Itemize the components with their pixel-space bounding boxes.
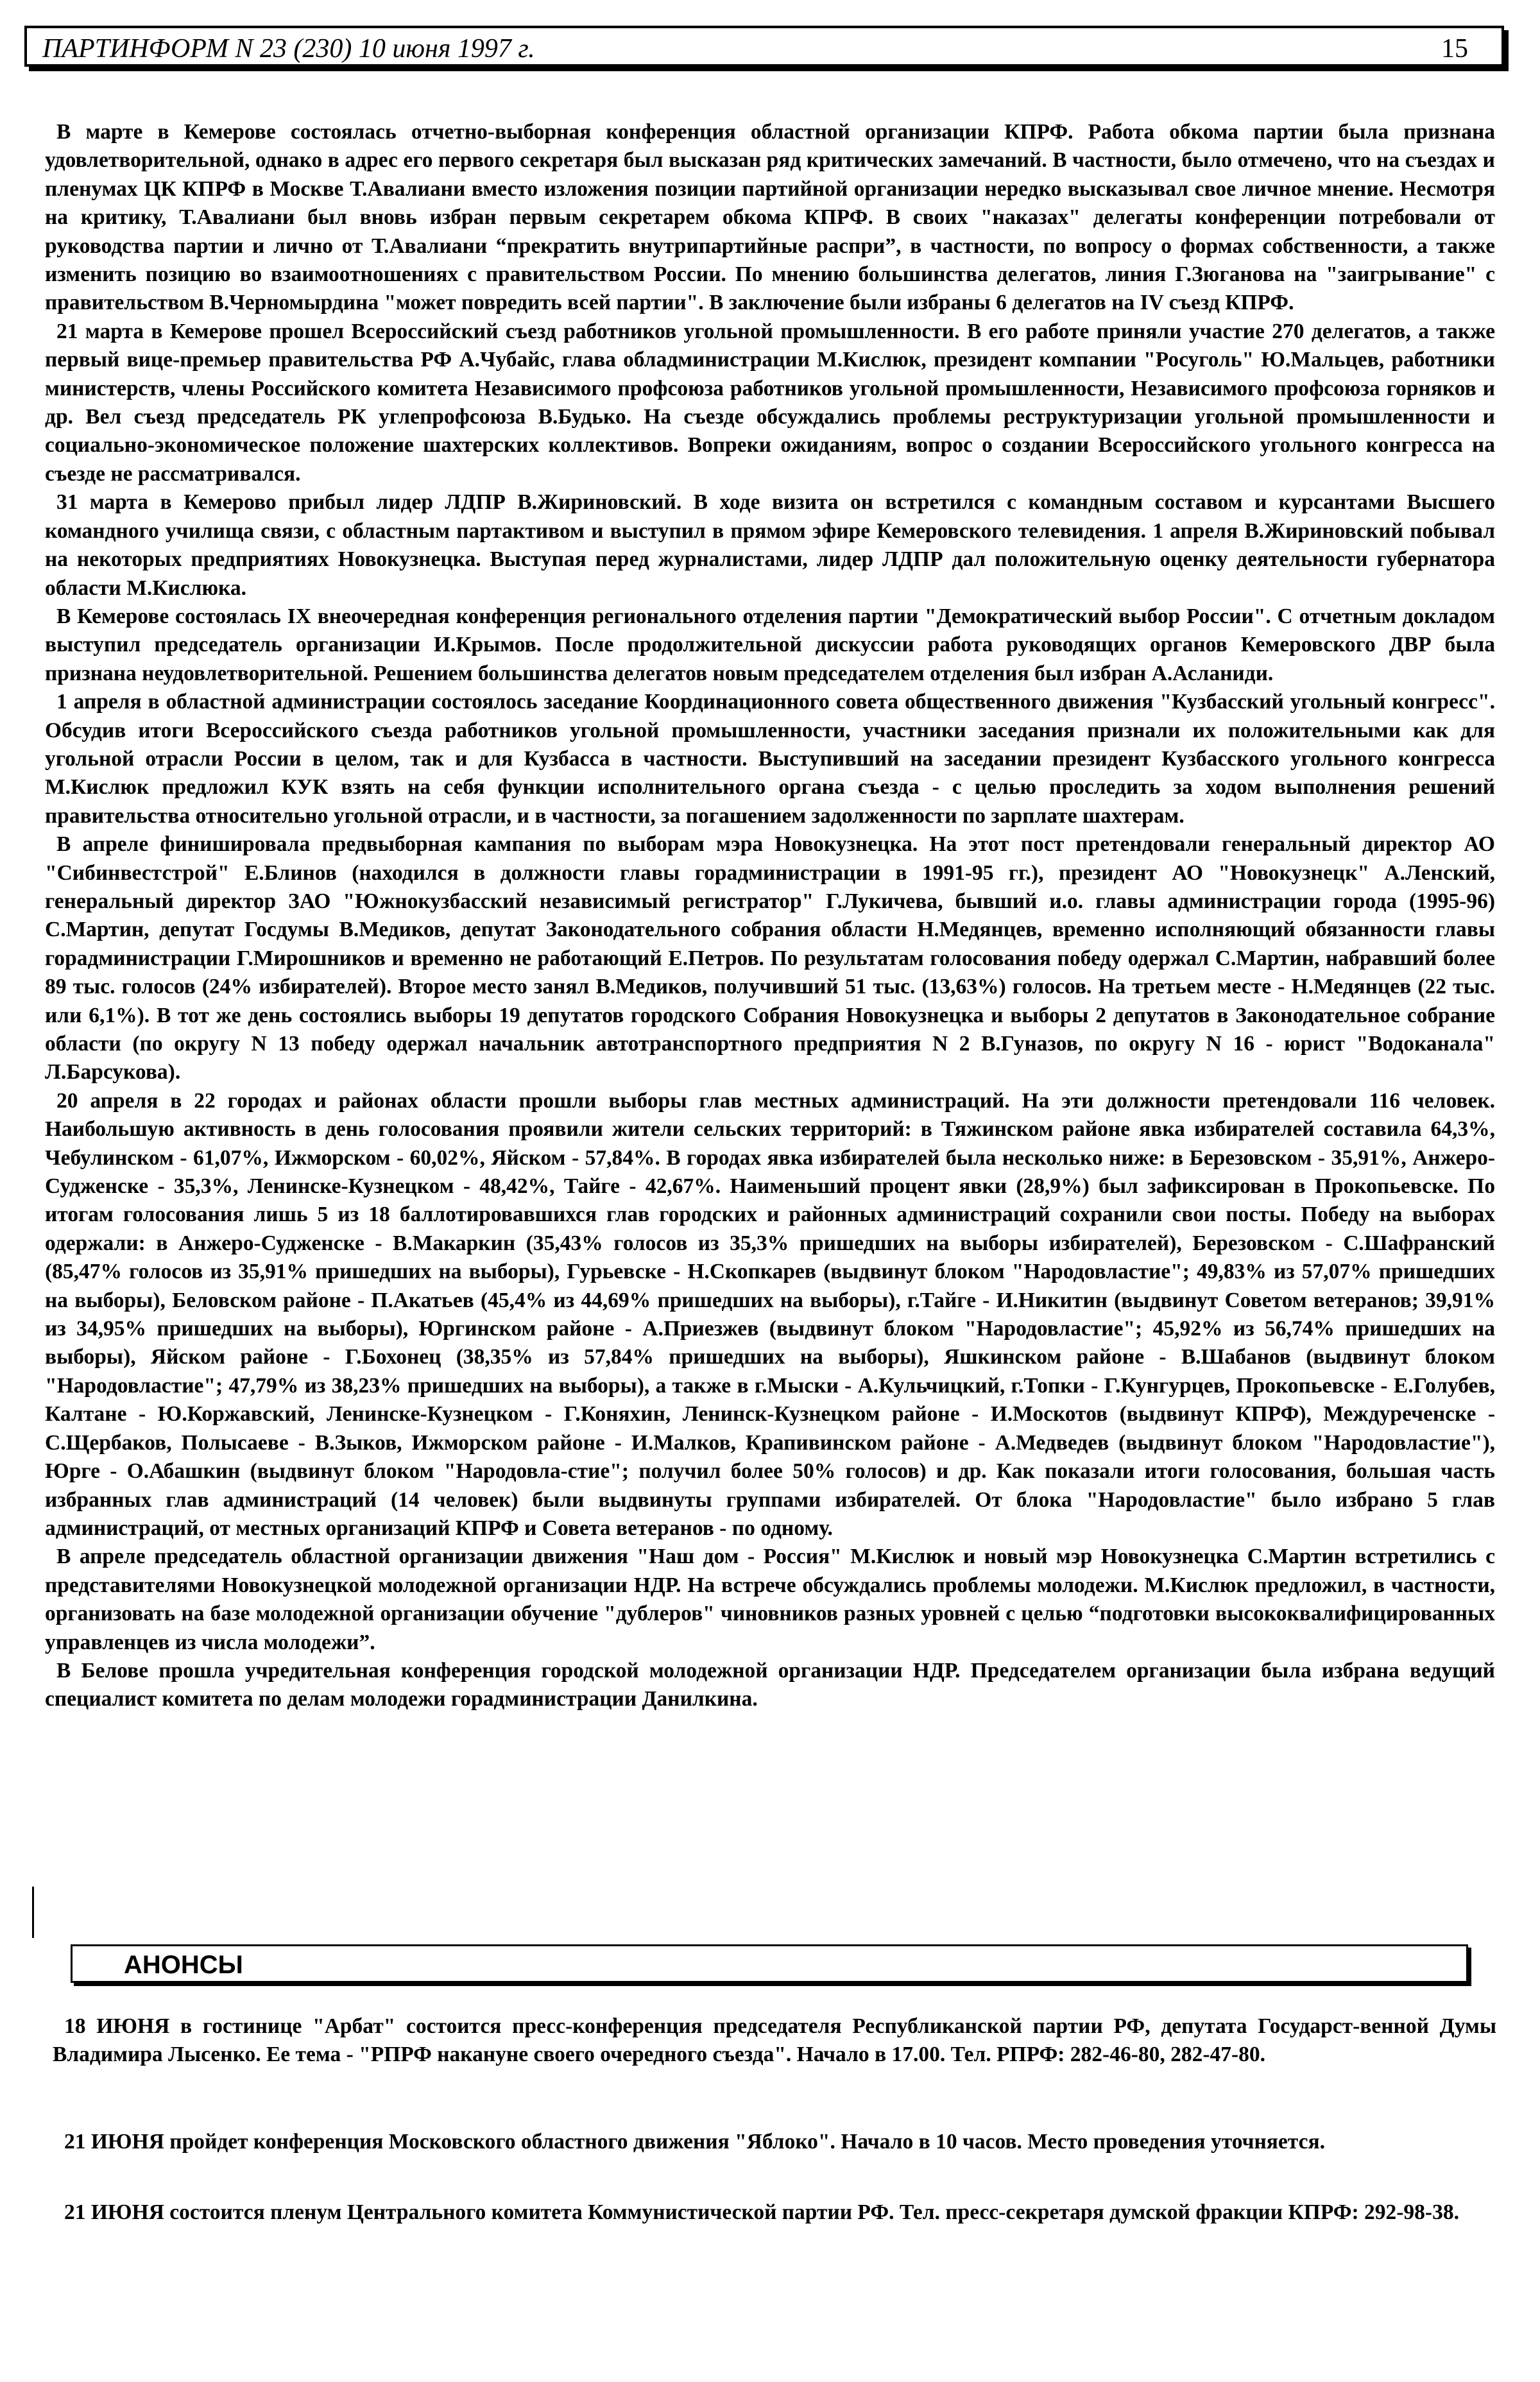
paragraph: В марте в Кемерове состоялась отчетно-выборная конференция областной организации КПРФ. Работа обкома партии была признана удовлетворительной, однако в адрес его первого секретаря был высказан ряд критических замечаний. В частности, было отмечено, что на съездах и пленумах ЦК КПРФ в Москве Т.Авалиани вместо изложения позиции партийной организации нередко высказывал свое личное мнение. Несмотря на критику, Т.Авалиани был вновь избран первым секретарем обкома КПРФ. В своих "наказах" делегаты конференции потребовали от руководства партии и лично от Т.Авалиани “прекратить внутрипартийные распри”, в частности, по вопросу о формах собственности, а также изменить позицию во взаимоотношениях с правительством России. По мнению большинства делегатов, линия Г.Зюганова на "заигрывание" с правительством В.Черномырдина "может повредить всей партии". В заключение были избраны 6 делегатов на IV съезд КПРФ. — [45, 120, 1495, 315]
section-header — [71, 1944, 1468, 1983]
paragraph: 20 апреля в 22 городах и районах области прошли выборы глав местных администраций. На эти должности претендовали 116 человек. Наибольшую активность в день голосования проявили жители сельских территорий: в Тяжинском районе явка избирателей составила 64,3%, Чебулинском - 61,07%, Ижморском - 60,02%, Яйском - 57,84%. В городах явка избирателей была несколько ниже: в Березовском - 35,91%, Анжеро-Судженске - 35,3%, Ленинске-Кузнецком - 48,42%, Тайге - 42,67%. Наименьший процент явки (28,9%) был зафиксирован в Прокопьевске. По итогам голосования лишь 5 из 18 баллотировавшихся глав городских и районных администраций сохранили свои посты. Победу на выборах одержали: в Анжеро-Судженске - В.Макаркин (35,43% голосов из 35,3% пришедших на выборы избирателей), Березовском - С.Шафранский (85,47% голосов из 35,91% пришедших на выборы), Гурьевске - Н.Скопкарев (выдвинут блоком "Народовластие"; 49,83% из 57,07% пришедших на выборы), Беловском районе - П.Акатьев (45,4% из 44,69% пришедших на выборы), г.Тайге - И.Никитин (выдвинут Советом ветеранов; 39,91% из 34,95% пришедших на выборы), Юргинском районе - А.Приезжев (выдвинут блоком "Народовластие"; 45,92% из 56,74% пришедших на выборы), Яйском районе - Г.Бохонец (38,35% из 57,84% пришедших на выборы), Яшкинском районе - В.Шабанов (выдвинут блоком "Народовластие"; 47,79% из 38,23% пришедших на выборы), а также в г.Мыски - А.Кульчицкий, г.Топки - Г.Кунгурцев, Прокопьевске - Е.Голубев, Калтане - Ю.Коржавский, Ленинске-Кузнецком - Г.Коняхин, Ленинск-Кузнецком районе - И.Москотов (выдвинут КПРФ), Междуреченске - С.Щербаков, Полысаеве - В.Зыков, Ижморском районе - И.Малков, Крапивинском районе - А.Медведев (выдвинут блоком "Народовластие"), Юрге - О.Абашкин (выдвинут блоком "Народовла-стие"; получил более 50% голосов) и др. Как показали итоги голосования, большая часть избранных глав администраций (14 человек) были выдвинуты группами избирателей. От блока "Народовластие" было избрано 5 глав администраций, от местных организаций КПРФ и Совета ветеранов - по одному. — [45, 1088, 1495, 1540]
paragraph: В апреле финишировала предвыборная кампания по выборам мэра Новокузнецка. На этот пост претендовали генеральный директор АО "Сибинвестстрой" Е.Блинов (находился в должности главы горадминистрации в 1991-95 гг.), президент АО "Новокузнецк" А.Ленский, генеральный директор ЗАО "Южнокузбасский независимый регистратор" Г.Лукичева, бывший и.о. главы администрации города (1995-96) С.Мартин, депутат Госдумы В.Медиков, депутат Законодательного собрания области Н.Медянцев, временно исполняющий обязанности главы горадминистрации Г.Мирошников и временно не работающий Е.Петров. По результатам голосования победу одержал С.Мартин, набравший более 89 тыс. голосов (24% избирателей). Второе место занял В.Медиков, получивший 51 тыс. (13,63%) голосов. На третьем месте - Н.Медянцев (22 тыс. или 6,1%). В тот же день состоялись выборы 19 депутатов городского Собрания Новокузнецка и выборы 2 депутатов в Законодательное собрание области (по округу N 13 победу одержал начальник автотранспортного предприятия N 2 В.Гуназов, по округу N 16 - юрист "Водоканала" Л.Барсукова). — [45, 832, 1495, 1084]
paragraph: 1 апреля в областной администрации состоялось заседание Координационного совета общественного движения "Кузбасский угольный конгресс". Обсудив итоги Всероссийского съезда работников угольной промышленности, участники заседания признали их положительными как для угольной отрасли России в целом, так и для Кузбасса в частности. Выступивший на заседании президент Кузбасского угольного конгресса М.Кислюк предложил КУК взять на себя функции исполнительного органа съезда - с целью проследить за ходом выполнения решений правительства относительно угольной отрасли, и в частности, за погашением задолженности по зарплате шахтерам. — [45, 690, 1495, 828]
paragraph: 21 марта в Кемерове прошел Всероссийский съезд работников угольной промышленности. В его работе приняли участие 270 делегатов, а также первый вице-премьер правительства РФ А.Чубайс, глава обладминистрации М.Кислюк, президент компании "Росуголь" Ю.Мальцев, работники министерств, члены Российского комитета Независимого профсоюза работников угольной промышленности, Независимого профсоюза горняков и др. Вел съезд председатель РК углепрофсоюза В.Будько. На съезде обсуждались проблемы реструктуризации угольной промышленности и социально-экономическое положение шахтерских коллективов. Вопреки ожиданиям, вопрос о создании Всероссийского угольного конгресса на съезде не рассматривался. — [45, 319, 1495, 486]
paragraph: В апреле председатель областной организации движения "Наш дом - Россия" М.Кислюк и новый мэр Новокузнецка С.Мартин встретились с представителями Новокузнецкой молодежной организации НДР. На встрече обсуждались проблемы молодежи. М.Кислюк предложил, в частности, организовать на базе молодежной организации обучение "дублеров" чиновников разных уровней с целью “подготовки высококвалифицированных управленцев из числа молодежи”. — [45, 1545, 1495, 1654]
paragraph: 31 марта в Кемерово прибыл лидер ЛДПР В.Жириновский. В ходе визита он встретился с командным составом и курсантами Высшего командного училища связи, с областным партактивом и выступил в прямом эфире Кемеровского телевидения. 1 апреля В.Жириновский побывал на некоторых предприятиях Новокузнецка. Выступая перед журналистами, лидер ЛДПР дал положительную оценку деятельности губернатора области М.Кислюка. — [45, 490, 1495, 600]
announcement-item: 21 ИЮНЯ состоится пленум Центрального комитета Коммунистической партии РФ. Тел. пресс-секретаря думской фракции КПРФ: 292-98-38. — [64, 2200, 1459, 2224]
page-number: 15 — [1441, 34, 1468, 64]
section-title: АНОНСЫ — [124, 1951, 243, 1979]
announcement-item: 18 ИЮНЯ в гостинице "Арбат" состоится пресс-конференция председателя Республиканской партии РФ, депутата Государст-венной Думы Владимира Лысенко. Ее тема - "РПРФ накануне своего очередного съезда". Начало в 17.00. Тел. РПРФ: 282-46-80, 282-47-80. — [53, 2014, 1496, 2067]
publication-title: ПАРТИНФОРМ N 23 (230) 10 июня 1997 г. — [42, 34, 535, 64]
paragraph: В Белове прошла учредительная конференция городской молодежной организации НДР. Председателем организации была избрана ведущий специалист комитета по делам молодежи горадминистрации Данилкина. — [45, 1658, 1495, 1711]
paragraph: В Кемерове состоялась IX внеочередная конференция регионального отделения партии "Демократический выбор России". С отчетным докладом выступил председатель организации И.Крымов. После продолжительной дискуссии работа руководящих органов Кемеровского ДВР была признана неудовлетворительной. Решением большинства делегатов новым председателем отделения был избран А.Асланиди. — [45, 604, 1495, 685]
column-rule — [32, 1887, 34, 1938]
article-body — [45, 118, 1495, 1714]
page-header — [24, 26, 1504, 67]
announcement-item: 21 ИЮНЯ пройдет конференция Московского областного движения "Яблоко". Начало в 10 часов. Место проведения уточняется. — [64, 2130, 1326, 2154]
